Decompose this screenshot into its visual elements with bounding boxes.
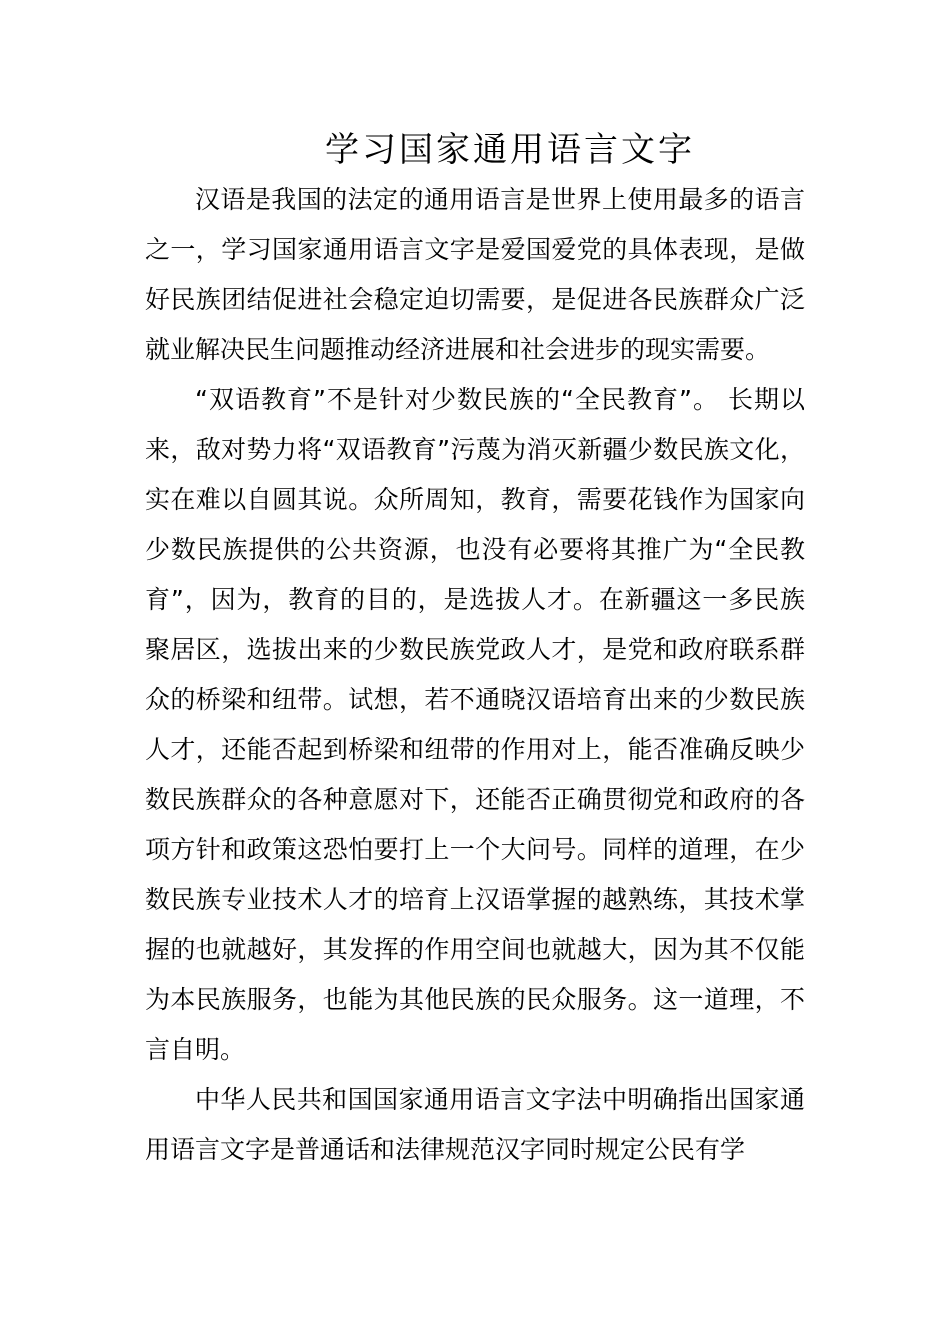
paragraph-2: “双语教育”不是针对少数民族的“全民教育”。 长期以来，敌对势力将“双语教育”污蔑为消灭新疆少数民族文化，实在难以自圆其说。众所周知，教育，需要花钱作为国家向少数民族提供的公共资源，也没有必要将其推广为“全民教育”，因为，教育的目的，是选拔人才。在新疆这一多民族聚居区，选拔出来的少数民族党政人才，是党和政府联系群众的桥梁和纽带。试想，若不通晓汉语培育出来的少数民族人才，还能否起到桥梁和纽带的作用对上，能否准确反映少数民族群众的各种意愿对下，还能否正确贯彻党和政府的各项方针和政策这恐怕要打上一个大问号。同样的道理，在少数民族专业技术人才的培育上汉语掌握的越熟练，其技术掌握的也就越好，其发挥的作用空间也就越大，因为其不仅能为本民族服务，也能为其他民族的民众服务。这一道理，不言自明。 (145, 385, 805, 1064)
document-body (145, 175, 805, 1175)
paragraph-1: 汉语是我国的法定的通用语言是世界上使用最多的语言之一，学习国家通用语言文字是爱国爱党的具体表现，是做好民族团结促进社会稳定迫切需要，是促进各民族群众广泛就业解决民生问题推动经济进展和社会进步的现实需要。 (145, 185, 805, 364)
paragraph-3: 中华人民共和国国家通用语言文字法中明确指出国家通用语言文字是普通话和法律规范汉字同时规定公民有学 (145, 1085, 805, 1164)
document-title: 学习国家通用语言文字 (325, 130, 695, 170)
